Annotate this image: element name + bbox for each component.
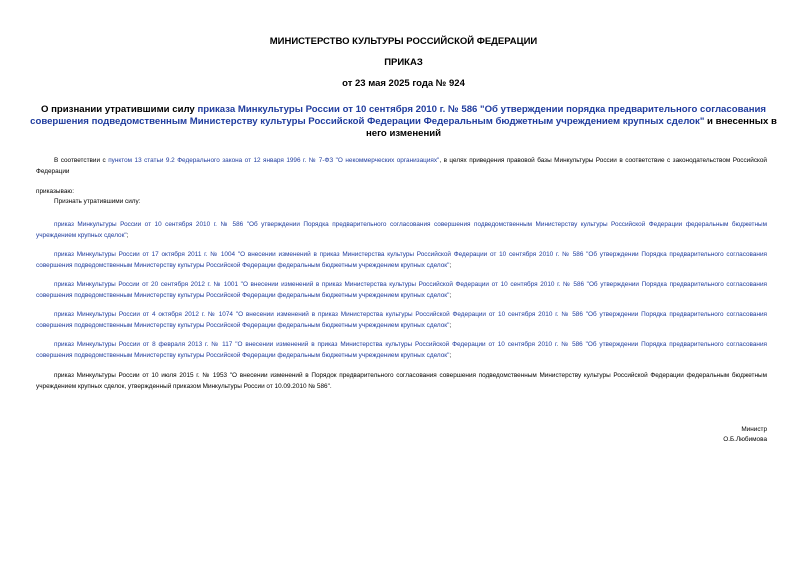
title-link[interactable]: приказа Минкультуры России от 10 сентября 2010 г. № 586 "Об утверждении порядка предварительного согласования совершения подведомственным Министерству культуры Российской Федерации Федеральным бюджетным учреждением крупных сделок" [30, 104, 766, 127]
list-item: приказ Минкультуры России от 4 октября 2012 г. № 1074 "О внесении изменений в приказ Министерства культуры Российской Федерации от 10 сентября 2010 г. № 586 "Об утверждении Порядка предварительного согласования совершения подведомственным Министерству культуры Российской Федерации федеральным бюджетным учреждением крупных сделок"; [36, 311, 767, 329]
list-item: приказ Минкультуры России от 20 сентября 2012 г. № 1001 "О внесении изменений в приказ Министерства культуры Российской Федерации от 10 сентября 2010 г. № 586 "Об утверждении Порядка предварительного согласования совершения подведомственным Министерству культуры Российской Федерации федеральным бюджетным учреждением крупных сделок"; [36, 281, 767, 299]
list-item: приказ Минкультуры России от 8 февраля 2013 г. № 117 "О внесении изменений в приказ Министерства культуры Российской Федерации от 10 сентября 2010 г. № 586 "Об утверждении Порядка предварительного согласования совершения подведомственным Министерству культуры Российской Федерации федеральным бюджетным учреждением крупных сделок"; [36, 341, 767, 359]
list-item: приказ Минкультуры России от 17 октября 2011 г. № 1004 "О внесении изменений в приказ Министерства культуры Российской Федерации от 10 сентября 2010 г. № 586 "Об утверждении Порядка предварительного согласования совершения подведомственным Министерству культуры Российской Федерации федеральным бюджетным учреждением крупных сделок"; [36, 251, 767, 269]
item-link-3[interactable]: приказ Минкультуры России от 20 сентября 2012 г. № 1001 "О внесении изменений в приказ Министерства культуры Российской Федерации от 10 сентября 2010 г. № 586 "Об утверждении Порядка предварительного согласования совершения подведомственным Министерству культуры Российской Федерации федеральным бюджетным учреждением крупных сделок" [36, 281, 767, 299]
preamble-suffix: , в целях приведения правовой базы Минкультуры России в соответствие с законодательством Российской Федерации [36, 157, 768, 175]
preamble-prefix: В соответствии с [54, 157, 109, 164]
preamble-law-link[interactable]: пунктом 13 статьи 9.2 Федерального закона от 12 января 1996 г. № 7-ФЗ "О некоммерческих организациях" [108, 157, 440, 164]
item-link-4[interactable]: приказ Минкультуры России от 4 октября 2012 г. № 1074 "О внесении изменений в приказ Министерства культуры Российской Федерации от 10 сентября 2010 г. № 586 "Об утверждении Порядка предварительного согласования совершения подведомственным Министерству культуры Российской Федерации федеральным бюджетным учреждением крупных сделок" [36, 311, 767, 329]
order-date: от 23 мая 2025 года № 924 [342, 78, 465, 89]
document-title [30, 104, 777, 140]
item-link-2[interactable]: приказ Минкультуры России от 17 октября 2011 г. № 1004 "О внесении изменений в приказ Министерства культуры Российской Федерации от 10 сентября 2010 г. № 586 "Об утверждении Порядка предварительного согласования совершения подведомственным Министерству культуры Российской Федерации федеральным бюджетным учреждением крупных сделок" [36, 251, 767, 269]
order-label: ПРИКАЗ [384, 57, 423, 68]
item-link-5[interactable]: приказ Минкультуры России от 8 февраля 2013 г. № 117 "О внесении изменений в приказ Министерства культуры Российской Федерации от 10 сентября 2010 г. № 586 "Об утверждении Порядка предварительного согласования совершения подведомственным Министерству культуры Российской Федерации федеральным бюджетным учреждением крупных сделок" [36, 341, 767, 359]
preamble-paragraph [36, 155, 767, 177]
recognize-text: Признать утратившими силу: [54, 198, 141, 205]
title-suffix: и внесенных в него изменений [365, 116, 777, 139]
order-word: приказываю: [36, 188, 74, 195]
title-prefix: О признании утратившими силу [41, 104, 198, 115]
signature-position: Министр [741, 426, 767, 433]
signature-name: О.Б.Любимова [723, 436, 767, 443]
ministry-heading: МИНИСТЕРСТВО КУЛЬТУРЫ РОССИЙСКОЙ ФЕДЕРАЦИИ [269, 36, 538, 47]
list-item-last: приказ Минкультуры России от 10 июля 2015 г. № 1953 "О внесении изменений в Порядок предварительного согласования совершения подведомственным Министерству культуры Российской Федерации федеральным бюджетным учреждением крупных сделок, утвержденный приказом Минкультуры России от 10.09.2010 № 586". [36, 372, 767, 390]
item-link-1[interactable]: приказ Минкультуры России от 10 сентября 2010 г. № 586 "Об утверждении Порядка предварительного согласования совершения подведомственным Министерству культуры Российской Федерации федеральным бюджетным учреждением крупных сделок" [36, 221, 767, 239]
list-item: приказ Минкультуры России от 10 сентября 2010 г. № 586 "Об утверждении Порядка предварительного согласования совершения подведомственным Министерству культуры Российской Федерации федеральным бюджетным учреждением крупных сделок"; [36, 221, 767, 239]
